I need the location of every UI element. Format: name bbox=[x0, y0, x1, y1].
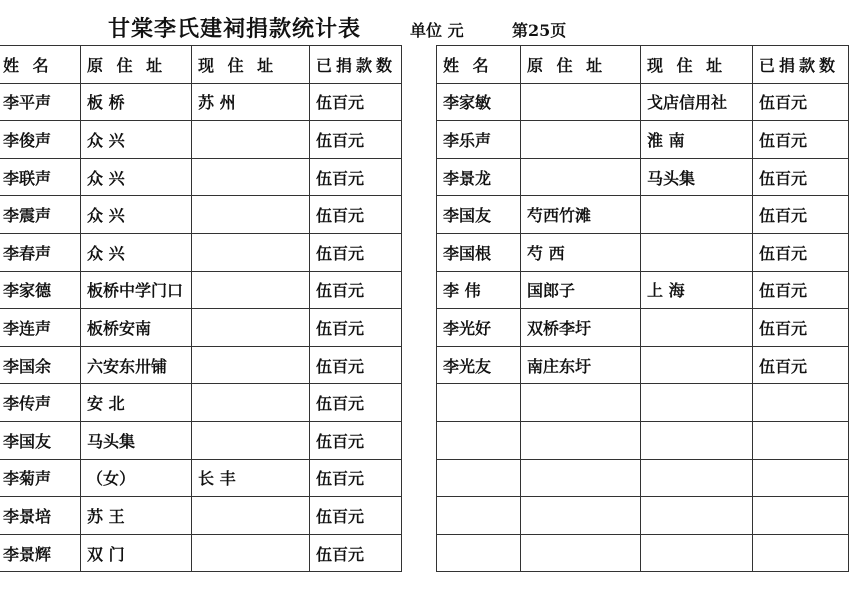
current-address: 长 丰 bbox=[192, 459, 310, 497]
table-row bbox=[0, 421, 402, 459]
old-address: （女） bbox=[81, 459, 192, 497]
current-address bbox=[192, 384, 310, 422]
current-address bbox=[192, 534, 310, 572]
donation-amount: 伍百元 bbox=[753, 83, 849, 121]
old-address: 板桥安南 bbox=[81, 309, 192, 347]
table-row bbox=[437, 196, 849, 234]
donation-amount bbox=[753, 384, 849, 422]
current-address: 戈店信用社 bbox=[641, 83, 753, 121]
old-address: 众 兴 bbox=[81, 158, 192, 196]
donor-name bbox=[437, 534, 521, 572]
donation-amount: 伍百元 bbox=[753, 309, 849, 347]
old-address: 安 北 bbox=[81, 384, 192, 422]
page-number: 第25页 bbox=[512, 21, 567, 40]
table-row bbox=[437, 271, 849, 309]
donor-name: 李俊声 bbox=[0, 121, 81, 159]
donation-amount: 伍百元 bbox=[753, 196, 849, 234]
header-amount: 已捐款数 bbox=[310, 46, 402, 84]
old-address: 板 桥 bbox=[81, 83, 192, 121]
header-old-address: 原 住 址 bbox=[521, 46, 641, 84]
old-address bbox=[521, 384, 641, 422]
old-address: 芍 西 bbox=[521, 233, 641, 271]
donor-name: 李连声 bbox=[0, 309, 81, 347]
current-address bbox=[192, 121, 310, 159]
donor-name: 李光好 bbox=[437, 309, 521, 347]
table-row bbox=[0, 196, 402, 234]
table-row bbox=[437, 421, 849, 459]
old-address bbox=[521, 121, 641, 159]
donor-name bbox=[437, 459, 521, 497]
header-row bbox=[0, 46, 402, 84]
donor-name: 李震声 bbox=[0, 196, 81, 234]
table-row bbox=[0, 121, 402, 159]
donor-name bbox=[437, 384, 521, 422]
current-address bbox=[192, 233, 310, 271]
current-address bbox=[641, 196, 753, 234]
donor-name bbox=[437, 421, 521, 459]
table-row bbox=[437, 534, 849, 572]
current-address bbox=[192, 497, 310, 535]
donor-name: 李景辉 bbox=[0, 534, 81, 572]
donation-amount: 伍百元 bbox=[753, 121, 849, 159]
old-address: 众 兴 bbox=[81, 233, 192, 271]
donation-amount: 伍百元 bbox=[310, 309, 402, 347]
donor-name: 李景龙 bbox=[437, 158, 521, 196]
donation-amount: 伍百元 bbox=[310, 534, 402, 572]
current-address: 上 海 bbox=[641, 271, 753, 309]
header-old-address: 原 住 址 bbox=[81, 46, 192, 84]
donor-name: 李 伟 bbox=[437, 271, 521, 309]
donation-table-left bbox=[0, 45, 402, 572]
donation-table-right bbox=[436, 45, 849, 572]
table-row bbox=[437, 158, 849, 196]
current-address bbox=[192, 421, 310, 459]
current-address bbox=[192, 309, 310, 347]
donor-name: 李平声 bbox=[0, 83, 81, 121]
header-name: 姓 名 bbox=[437, 46, 521, 84]
table-row bbox=[437, 384, 849, 422]
current-address bbox=[641, 459, 753, 497]
old-address: 双桥李圩 bbox=[521, 309, 641, 347]
page-title: 甘棠李氏建祠捐款统计表 bbox=[108, 16, 362, 42]
old-address bbox=[521, 534, 641, 572]
current-address bbox=[641, 384, 753, 422]
table-row bbox=[437, 233, 849, 271]
donation-amount bbox=[753, 459, 849, 497]
donation-amount bbox=[753, 534, 849, 572]
donation-amount: 伍百元 bbox=[310, 384, 402, 422]
old-address: 六安东卅铺 bbox=[81, 346, 192, 384]
donation-amount: 伍百元 bbox=[310, 196, 402, 234]
donation-amount: 伍百元 bbox=[310, 421, 402, 459]
current-address: 马头集 bbox=[641, 158, 753, 196]
table-row bbox=[0, 346, 402, 384]
table-row bbox=[437, 459, 849, 497]
donation-amount: 伍百元 bbox=[753, 233, 849, 271]
current-address bbox=[641, 497, 753, 535]
old-address bbox=[521, 421, 641, 459]
current-address: 淮 南 bbox=[641, 121, 753, 159]
table-row bbox=[437, 346, 849, 384]
donation-amount: 伍百元 bbox=[310, 497, 402, 535]
old-address bbox=[521, 497, 641, 535]
current-address bbox=[192, 158, 310, 196]
donation-amount: 伍百元 bbox=[310, 121, 402, 159]
donor-name bbox=[437, 497, 521, 535]
current-address: 苏 州 bbox=[192, 83, 310, 121]
header-name: 姓 名 bbox=[0, 46, 81, 84]
donation-amount: 伍百元 bbox=[753, 346, 849, 384]
donor-name: 李联声 bbox=[0, 158, 81, 196]
donation-amount bbox=[753, 421, 849, 459]
donor-name: 李国友 bbox=[437, 196, 521, 234]
donation-amount: 伍百元 bbox=[310, 346, 402, 384]
table-row bbox=[0, 384, 402, 422]
old-address bbox=[521, 459, 641, 497]
current-address bbox=[641, 421, 753, 459]
old-address: 双 门 bbox=[81, 534, 192, 572]
donor-name: 李国友 bbox=[0, 421, 81, 459]
header-current-address: 现 住 址 bbox=[641, 46, 753, 84]
old-address: 板桥中学门口 bbox=[81, 271, 192, 309]
unit-label: 单位 元 bbox=[410, 21, 464, 40]
donation-amount: 伍百元 bbox=[310, 233, 402, 271]
current-address bbox=[192, 346, 310, 384]
table-row bbox=[0, 83, 402, 121]
table-row bbox=[437, 309, 849, 347]
old-address bbox=[521, 83, 641, 121]
current-address bbox=[192, 271, 310, 309]
donation-amount: 伍百元 bbox=[310, 459, 402, 497]
donor-name: 李景培 bbox=[0, 497, 81, 535]
header-row bbox=[437, 46, 849, 84]
header-current-address: 现 住 址 bbox=[192, 46, 310, 84]
donation-amount: 伍百元 bbox=[753, 158, 849, 196]
donor-name: 李菊声 bbox=[0, 459, 81, 497]
header bbox=[0, 12, 850, 46]
current-address bbox=[641, 346, 753, 384]
table-row bbox=[0, 497, 402, 535]
donor-name: 李家德 bbox=[0, 271, 81, 309]
header-amount: 已捐款数 bbox=[753, 46, 849, 84]
current-address bbox=[192, 196, 310, 234]
table-row bbox=[0, 534, 402, 572]
table-row bbox=[437, 83, 849, 121]
current-address bbox=[641, 309, 753, 347]
table-row bbox=[0, 309, 402, 347]
donation-amount: 伍百元 bbox=[753, 271, 849, 309]
donation-amount: 伍百元 bbox=[310, 158, 402, 196]
donor-name: 李家敏 bbox=[437, 83, 521, 121]
current-address bbox=[641, 534, 753, 572]
table-row bbox=[437, 497, 849, 535]
old-address: 众 兴 bbox=[81, 196, 192, 234]
old-address: 苏 王 bbox=[81, 497, 192, 535]
donation-amount: 伍百元 bbox=[310, 271, 402, 309]
old-address: 马头集 bbox=[81, 421, 192, 459]
donor-name: 李国余 bbox=[0, 346, 81, 384]
old-address: 国郎子 bbox=[521, 271, 641, 309]
donor-name: 李国根 bbox=[437, 233, 521, 271]
old-address bbox=[521, 158, 641, 196]
table-row bbox=[0, 271, 402, 309]
old-address: 芍西竹滩 bbox=[521, 196, 641, 234]
table-row bbox=[0, 233, 402, 271]
donor-name: 李春声 bbox=[0, 233, 81, 271]
table-row bbox=[0, 459, 402, 497]
old-address: 众 兴 bbox=[81, 121, 192, 159]
table-row bbox=[0, 158, 402, 196]
donor-name: 李传声 bbox=[0, 384, 81, 422]
table-row bbox=[437, 121, 849, 159]
donor-name: 李光友 bbox=[437, 346, 521, 384]
donation-amount bbox=[753, 497, 849, 535]
old-address: 南庄东圩 bbox=[521, 346, 641, 384]
donation-amount: 伍百元 bbox=[310, 83, 402, 121]
current-address bbox=[641, 233, 753, 271]
donor-name: 李乐声 bbox=[437, 121, 521, 159]
